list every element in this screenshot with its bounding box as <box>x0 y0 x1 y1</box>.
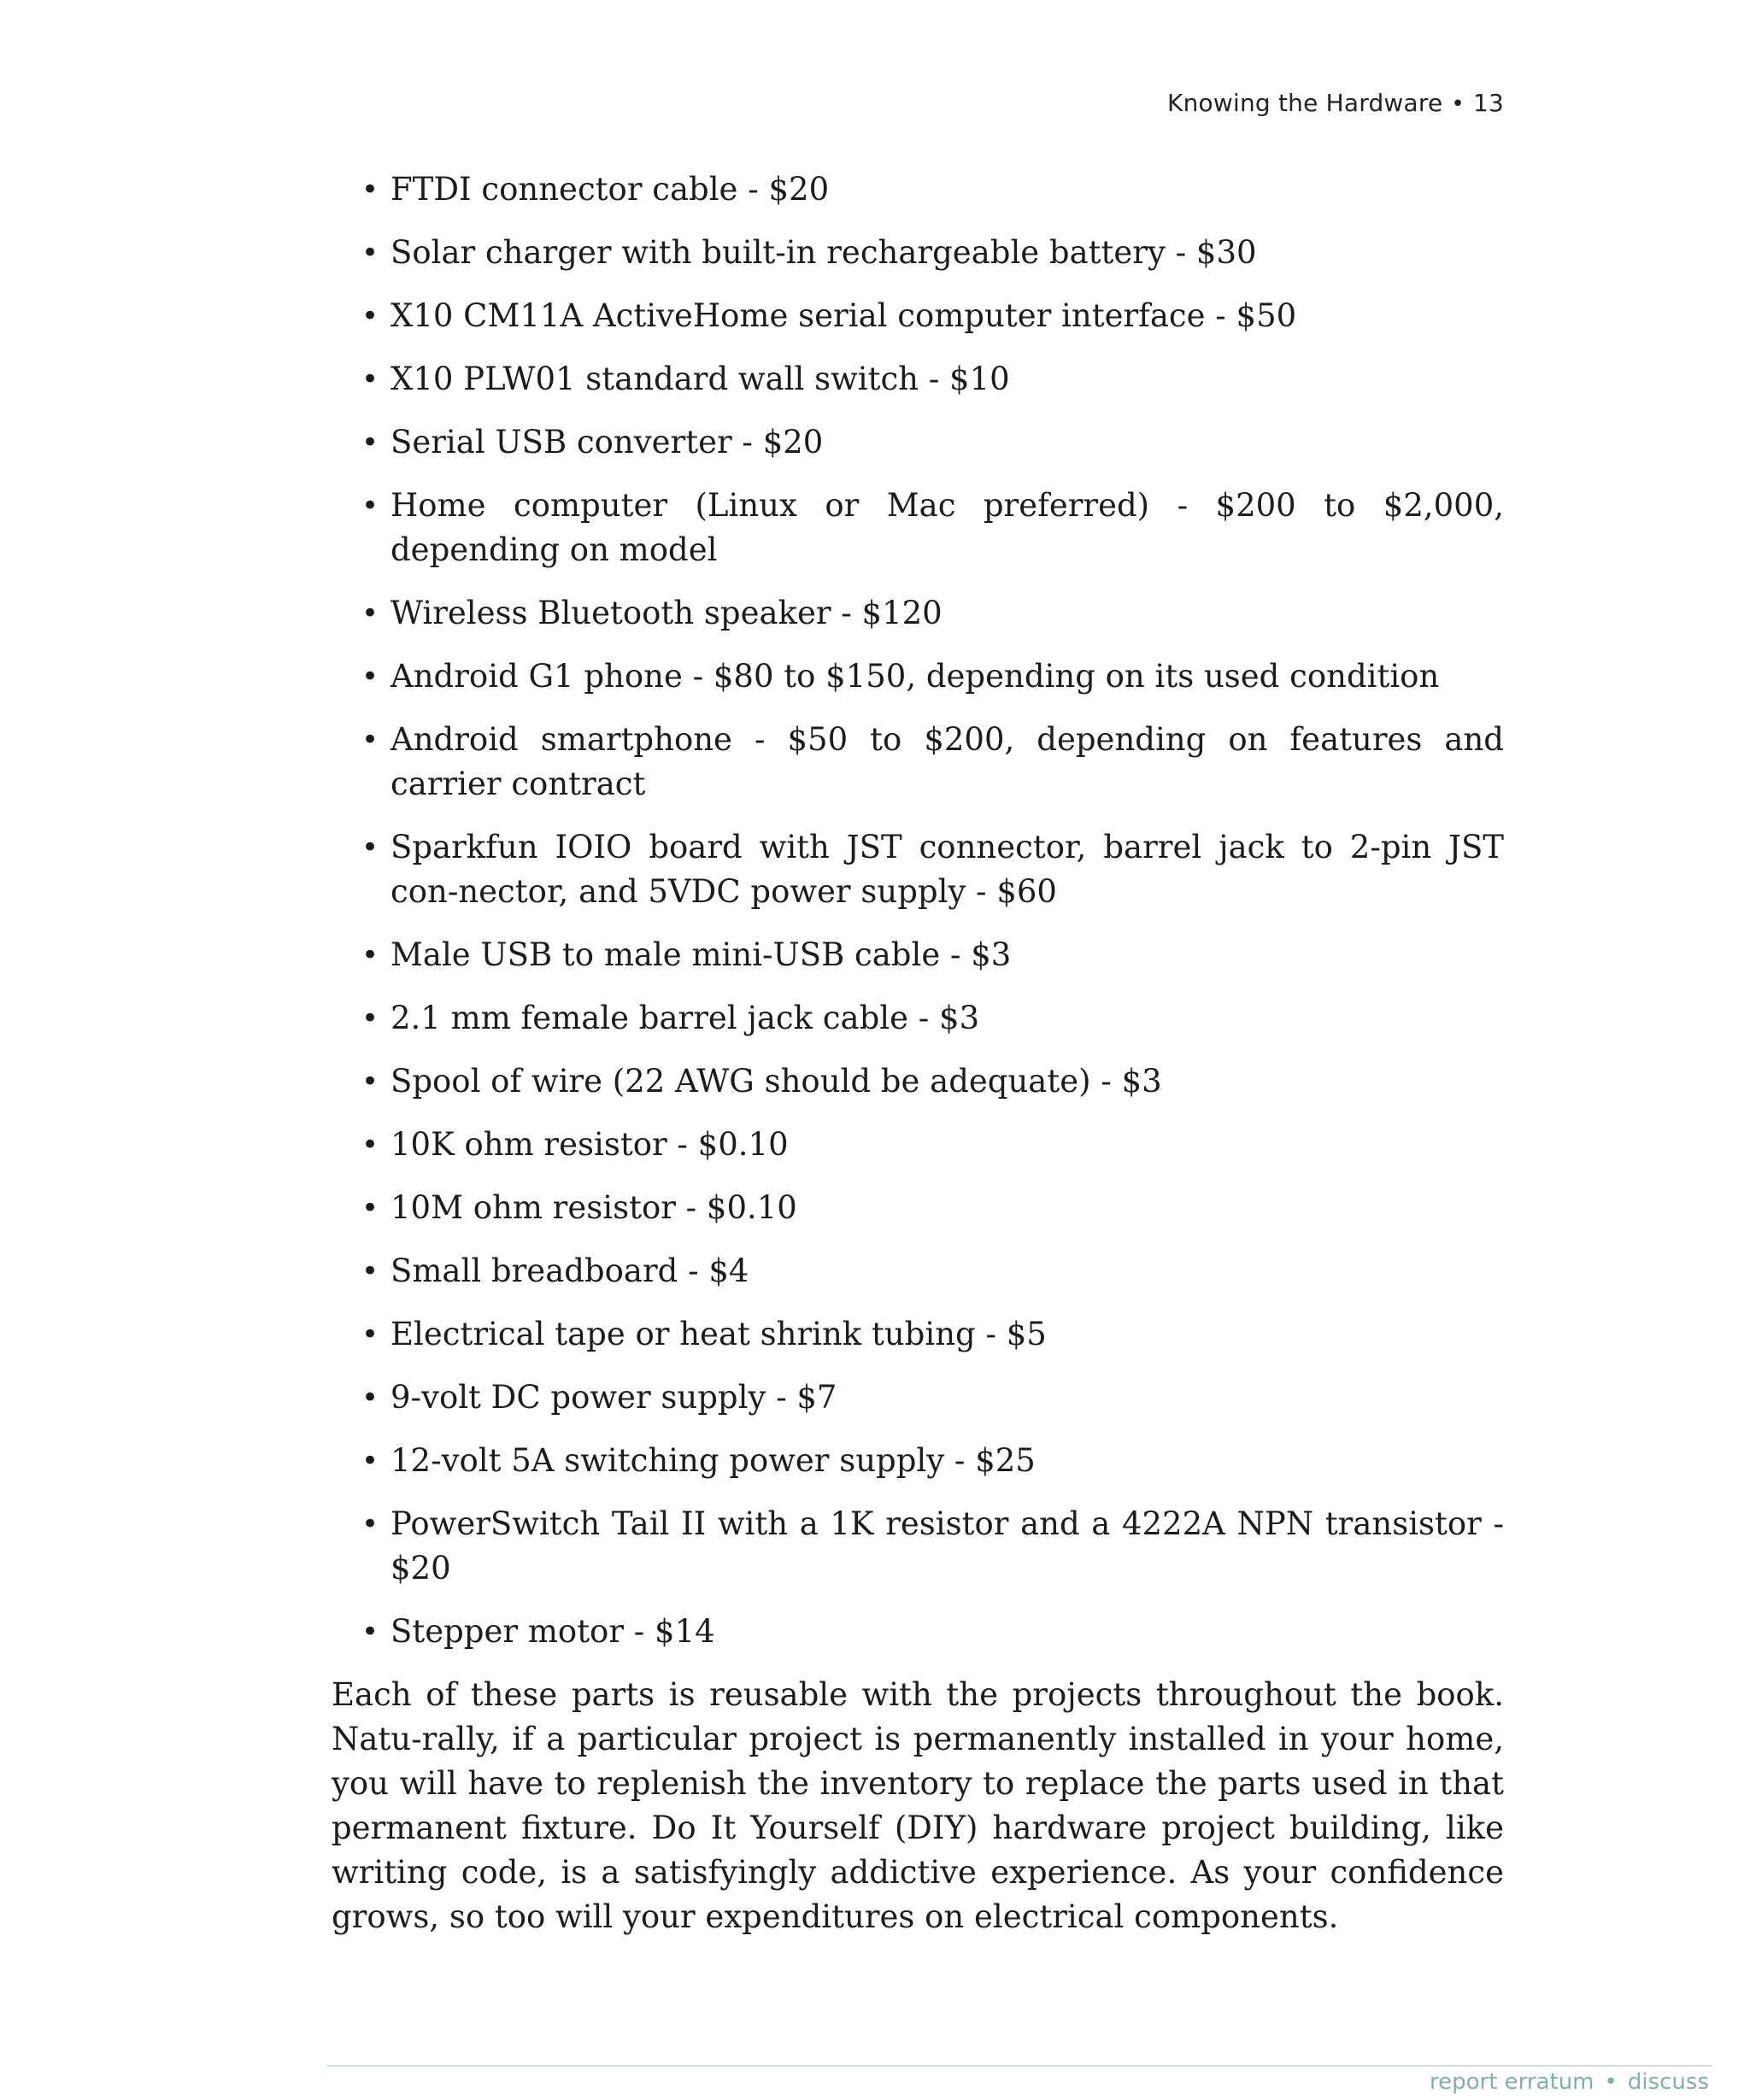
report-erratum-link[interactable]: report erratum <box>1429 2069 1594 2095</box>
list-item <box>332 294 1504 338</box>
footer-separator: • <box>1604 2069 1618 2095</box>
list-item-text: 2.1 mm female barrel jack cable - $3 <box>391 1000 980 1036</box>
list-item <box>332 1502 1504 1591</box>
bullet-icon: • <box>361 1615 379 1649</box>
list-item <box>332 1123 1504 1167</box>
list-item-text: Android smartphone - $50 to $200, depending on features and carrier contract <box>391 721 1504 802</box>
list-item <box>332 1059 1504 1104</box>
bullet-icon: • <box>361 1191 379 1225</box>
list-item-text: X10 CM11A ActiveHome serial computer interface - $50 <box>391 297 1297 334</box>
list-item <box>332 1439 1504 1483</box>
list-item-text: X10 PLW01 standard wall switch - $10 <box>391 361 1010 397</box>
discuss-link[interactable]: discuss <box>1627 2069 1709 2095</box>
bullet-icon: • <box>361 1254 379 1288</box>
list-item-text: 10K ohm resistor - $0.10 <box>391 1126 789 1163</box>
list-item <box>332 933 1504 977</box>
list-item-text: Home computer (Linux or Mac preferred) - $200 to $2,000, depending on model <box>391 487 1504 568</box>
list-item <box>332 591 1504 636</box>
list-item-text: Wireless Bluetooth speaker - $120 <box>391 595 943 631</box>
list-item-text: FTDI connector cable - $20 <box>391 171 830 208</box>
bullet-icon: • <box>361 236 379 270</box>
list-item <box>332 1249 1504 1293</box>
bullet-icon: • <box>361 723 379 757</box>
list-item <box>332 1376 1504 1420</box>
list-item <box>332 420 1504 465</box>
bullet-icon: • <box>361 830 379 865</box>
list-item <box>332 654 1504 699</box>
list-item <box>332 484 1504 572</box>
chapter-title: Knowing the Hardware <box>1167 89 1443 117</box>
running-header <box>1167 89 1504 117</box>
list-item-text: Sparkfun IOIO board with JST connector, barrel jack to 2-pin JST con-nector, and 5VDC power supply - $60 <box>391 829 1504 910</box>
bullet-icon: • <box>361 173 379 207</box>
page-number: 13 <box>1472 89 1504 117</box>
bullet-icon: • <box>361 1317 379 1352</box>
parts-list <box>332 167 1504 1654</box>
bullet-icon: • <box>361 1444 379 1478</box>
bullet-icon: • <box>361 1507 379 1541</box>
bullet-icon: • <box>361 660 379 694</box>
list-item-text: Male USB to male mini-USB cable - $3 <box>391 936 1012 973</box>
bullet-icon: • <box>361 1128 379 1162</box>
body-paragraph: Each of these parts is reusable with the projects throughout the book. Natu-rally, if a particular project is permanently installed in your home, you will have to replenish the inventory to replace the parts used in that permanent fixture. Do It Yourself (DIY) hardware project building, like writing code, is a satisfyingly addictive experience. As your confidence grows, so too will your expenditures on electrical components. <box>332 1676 1504 1935</box>
list-item <box>332 167 1504 212</box>
list-item-text: Small breadboard - $4 <box>391 1252 749 1289</box>
list-item <box>332 231 1504 275</box>
list-item-text: Serial USB converter - $20 <box>391 424 824 460</box>
list-item-text: PowerSwitch Tail II with a 1K resistor and a 4222A NPN transistor - $20 <box>391 1505 1504 1587</box>
list-item-text: Solar charger with built-in rechargeable battery - $30 <box>391 234 1257 271</box>
header-separator: • <box>1451 91 1465 117</box>
footer-links <box>1430 2069 1709 2095</box>
list-item <box>332 1186 1504 1230</box>
footer-divider <box>327 2065 1712 2067</box>
list-item-text: 10M ohm resistor - $0.10 <box>391 1189 797 1226</box>
main-content <box>332 167 1504 1939</box>
bullet-icon: • <box>361 489 379 523</box>
list-item-text: 12-volt 5A switching power supply - $25 <box>391 1442 1036 1479</box>
list-item <box>332 825 1504 914</box>
bullet-icon: • <box>361 362 379 396</box>
list-item <box>332 996 1504 1041</box>
list-item <box>332 357 1504 402</box>
bullet-icon: • <box>361 1065 379 1099</box>
bullet-icon: • <box>361 425 379 460</box>
bullet-icon: • <box>361 299 379 333</box>
list-item-text: Spool of wire (22 AWG should be adequate) - $3 <box>391 1063 1162 1100</box>
list-item-text: Electrical tape or heat shrink tubing - $5 <box>391 1316 1047 1352</box>
list-item-text: Android G1 phone - $80 to $150, depending on its used condition <box>391 658 1440 695</box>
bullet-icon: • <box>361 1381 379 1415</box>
list-item <box>332 718 1504 807</box>
bullet-icon: • <box>361 1001 379 1035</box>
list-item-text: Stepper motor - $14 <box>391 1613 715 1650</box>
bullet-icon: • <box>361 938 379 972</box>
list-item <box>332 1610 1504 1654</box>
bullet-icon: • <box>361 596 379 631</box>
list-item-text: 9-volt DC power supply - $7 <box>391 1379 837 1416</box>
list-item <box>332 1312 1504 1357</box>
